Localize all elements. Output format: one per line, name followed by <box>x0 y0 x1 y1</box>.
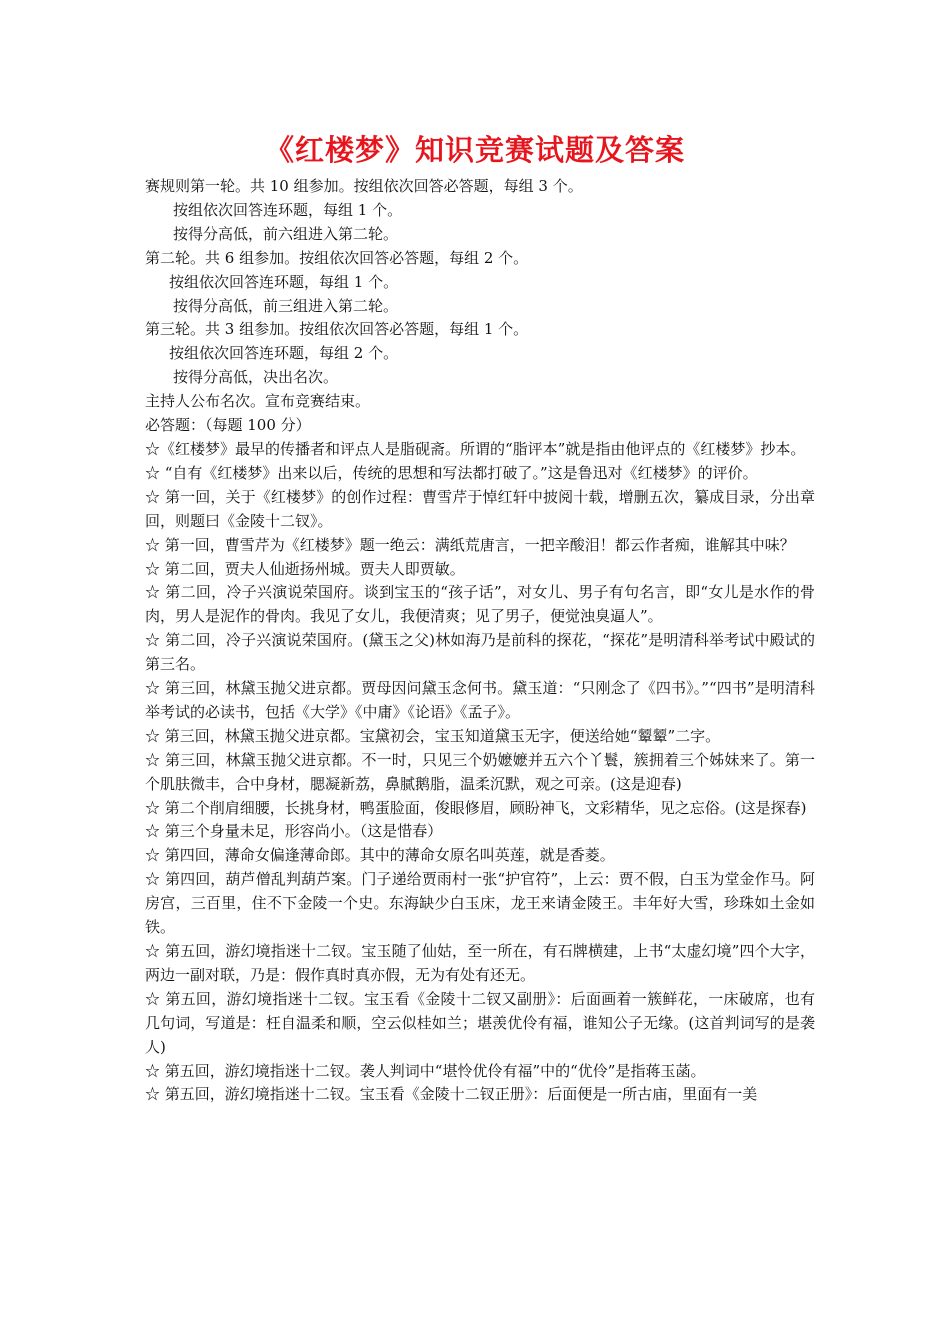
document-body <box>145 175 815 1107</box>
question-item: ☆ 第一回，关于《红楼梦》的创作过程：曹雪芹于悼红轩中披阅十载，增删五次，纂成目录，分出章回，则题曰《金陵十二钗》。 <box>145 487 815 530</box>
rule-line: 按得分高低，决出名次。 <box>173 368 339 387</box>
question-item: ☆ 第四回，薄命女偏逢薄命郎。其中的薄命女原名叫英莲，就是香菱。 <box>145 846 615 865</box>
rule-line: 按组依次回答连环题，每组 2 个。 <box>169 344 399 363</box>
question-item: ☆ 第二个削肩细腰，长挑身材，鸭蛋脸面，俊眼修眉，顾盼神飞，文彩精华，见之忘俗。(这是探春) <box>145 798 807 817</box>
rule-line: 按得分高低，前三组进入第二轮。 <box>173 296 399 315</box>
question-item: ☆ 第二回，冷子兴演说荣国府。谈到宝玉的“孩子话”，对女儿、男子有句名言，即“女儿是水作的骨肉，男人是泥作的骨肉。我见了女儿，我便清爽；见了男子，便觉浊臭逼人”。 <box>145 583 815 626</box>
rule-line: 第二轮。共 6 组参加。按组依次回答必答题，每组 2 个。 <box>145 248 529 267</box>
question-item: ☆ 第二回，冷子兴演说荣国府。(黛玉之父)林如海乃是前科的探花，“探花”是明清科举考试中殿试的第三名。 <box>145 631 815 674</box>
rule-line: 第三轮。共 3 组参加。按组依次回答必答题，每组 1 个。 <box>145 320 529 339</box>
question-item: ☆ 第二回，贾夫人仙逝扬州城。贾夫人即贾敏。 <box>145 559 465 578</box>
section-heading: 必答题：（每题 100 分） <box>145 416 311 435</box>
question-item: ☆ 第三回，林黛玉抛父进京都。不一时，只见三个奶嬷嬷并五六个丫鬟，簇拥着三个姊妹来了。第一个肌肤微丰，合中身材，腮凝新荔，鼻腻鹅脂，温柔沉默，观之可亲。(这是迎春) <box>145 750 815 793</box>
question-item: ☆ 第五回，游幻境指迷十二钗。宝玉看《金陵十二钗又副册》：后面画着一簇鲜花，一床破席，也有几句词，写道是：枉自温柔和顺，空云似桂如兰；堪羡优伶有福，谁知公子无缘。(这首判词写的是袭人) <box>145 989 815 1056</box>
document-title: 《红楼梦》知识竞赛试题及答案 <box>264 133 685 167</box>
rule-line: 按组依次回答连环题，每组 1 个。 <box>169 272 399 291</box>
question-item: ☆ “自有《红楼梦》出来以后，传统的思想和写法都打破了。”这是鲁迅对《红楼梦》的评价。 <box>145 463 758 482</box>
rule-line: 主持人公布名次。宣布竞赛结束。 <box>145 392 371 411</box>
rule-line: 按组依次回答连环题，每组 1 个。 <box>173 200 403 219</box>
question-item: ☆ 第五回，游幻境指迷十二钗。袭人判词中“堪怜优伶有福”中的“优伶”是指蒋玉菡。 <box>145 1061 706 1080</box>
question-item: ☆《红楼梦》最早的传播者和评点人是脂砚斋。所谓的“脂评本”就是指由他评点的《红楼梦》抄本。 <box>145 439 806 458</box>
question-item: ☆ 第一回，曹雪芹为《红楼梦》题一绝云：满纸荒唐言，一把辛酸泪！都云作者痴，谁解其中味？ <box>145 535 795 554</box>
question-item: ☆ 第三个身量未足，形容尚小。（这是惜春） <box>145 822 443 841</box>
rule-line: 赛规则第一轮。共 10 组参加。按组依次回答必答题，每组 3 个。 <box>145 177 583 195</box>
question-item: ☆ 第三回，林黛玉抛父进京都。贾母因问黛玉念何书。黛玉道：“只刚念了《四书》。”“四书”是明清科举考试的必读书，包括《大学》《中庸》《论语》《孟子》。 <box>145 679 815 721</box>
question-item: ☆ 第五回，游幻境指迷十二钗。宝玉看《金陵十二钗正册》：后面便是一所古庙，里面有一美 <box>145 1085 758 1104</box>
question-item: ☆ 第五回，游幻境指迷十二钗。宝玉随了仙姑，至一所在，有石牌横建，上书“太虚幻境”四个大字，两边一副对联，乃是：假作真时真亦假，无为有处有还无。 <box>145 942 815 984</box>
question-item: ☆ 第三回，林黛玉抛父进京都。宝黛初会，宝玉知道黛玉无字，便送给她“颦颦”二字。 <box>145 726 721 745</box>
question-item: ☆ 第四回，葫芦僧乱判葫芦案。门子递给贾雨村一张“护官符”，上云：贾不假，白玉为堂金作马。阿房宫，三百里，住不下金陵一个史。东海缺少白玉床，龙王来请金陵王。丰年好大雪，珍珠如土金如铁。 <box>145 870 815 937</box>
rule-line: 按得分高低，前六组进入第二轮。 <box>173 224 399 243</box>
